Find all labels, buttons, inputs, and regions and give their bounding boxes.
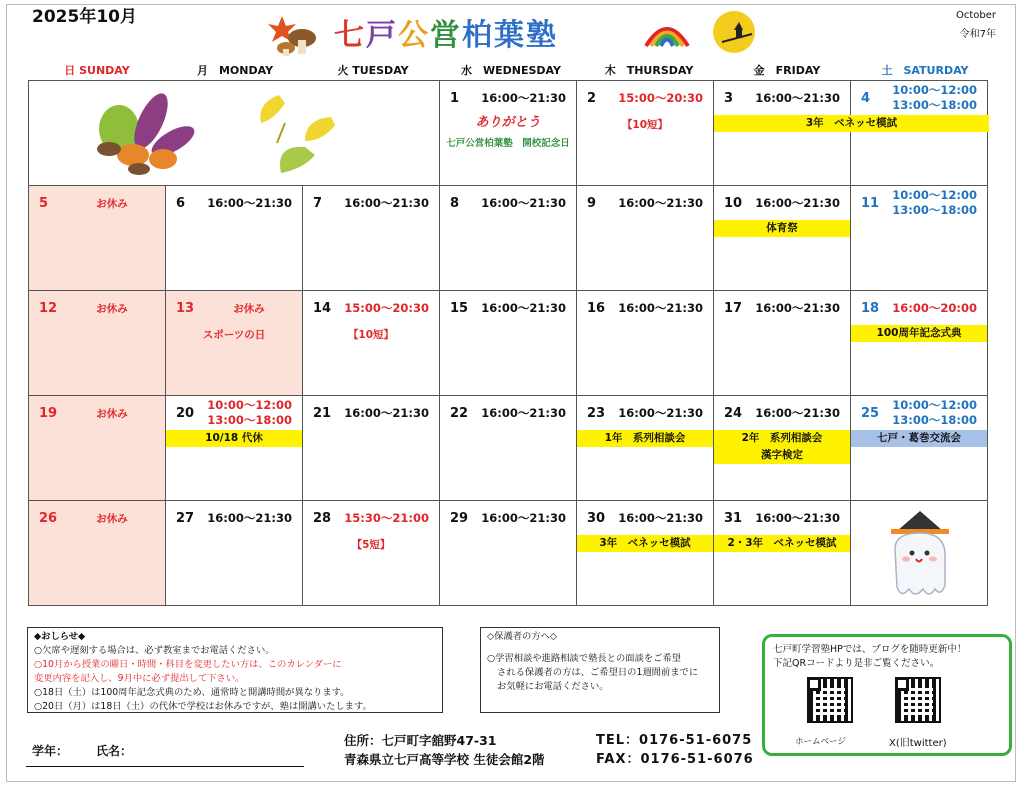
class-time: 16:00～21:30	[755, 91, 840, 105]
day-cell-19[interactable]	[29, 396, 166, 501]
event-band: 2・3年 ベネッセ模試	[714, 535, 850, 552]
day-number: 19	[39, 406, 58, 421]
class-time: 16:00～21:30	[481, 406, 566, 420]
name-underline	[26, 766, 304, 767]
day-cell-14[interactable]	[303, 291, 440, 396]
day-number: 30	[587, 511, 606, 526]
guardian-line: お気軽にお電話ください。	[497, 681, 609, 692]
day-cell-25[interactable]	[851, 396, 988, 501]
day-number: 13	[176, 301, 195, 316]
day-cell-17[interactable]	[714, 291, 851, 396]
day-cell-7[interactable]	[303, 186, 440, 291]
address-block	[344, 731, 545, 769]
class-time: 16:00～21:30	[618, 301, 703, 315]
day-cell-5[interactable]	[29, 186, 166, 291]
address-line: 住所：七戸町字舘野47-31	[344, 733, 497, 748]
class-time-am: 10:00～12:00	[892, 398, 977, 412]
day-cell-8[interactable]	[440, 186, 577, 291]
day-cell-21[interactable]	[303, 396, 440, 501]
school-brand-title: 七戸公営柏葉塾	[334, 18, 558, 53]
day-cell-2[interactable]	[577, 81, 714, 186]
class-time-pm: 13:00～18:00	[892, 98, 977, 112]
day-number: 21	[313, 406, 332, 421]
event-band: 3年 ベネッセ模試	[577, 535, 713, 552]
day-number: 11	[861, 196, 880, 211]
holiday-name: スポーツの日	[202, 329, 266, 341]
day-number: 4	[861, 91, 871, 106]
anniversary-note: 七戸公営柏葉塾 開校記念日	[446, 138, 570, 149]
day-cell-9[interactable]	[577, 186, 714, 291]
hp-text	[773, 643, 966, 671]
class-time: 16:00～21:30	[344, 196, 429, 210]
day-number: 3	[724, 91, 734, 106]
qr-label-twitter: X(旧twitter)	[889, 738, 947, 749]
guardian-box	[480, 627, 720, 713]
class-time-am: 10:00～12:00	[892, 83, 977, 97]
day-number: 5	[39, 196, 49, 211]
day-number: 9	[587, 196, 597, 211]
fax-number: FAX：0176-51-6076	[596, 752, 754, 767]
day-cell-6[interactable]	[166, 186, 303, 291]
day-number: 2	[587, 91, 597, 106]
homepage-qr-code[interactable]	[807, 677, 853, 723]
day-number: 29	[450, 511, 469, 526]
weekday-tuesday: 火 TUESDAY	[337, 64, 409, 77]
day-cell-29[interactable]	[440, 501, 577, 606]
contact-block	[596, 731, 754, 769]
day-number: 15	[450, 301, 469, 316]
address-line: 青森県立七戸高等学校 生徒会館2階	[344, 752, 545, 767]
short-class-note: 【10短】	[621, 119, 669, 131]
class-time: 15:00～20:30	[618, 91, 703, 105]
day-cell-4[interactable]	[851, 81, 988, 186]
weekday-thursday: 木 THURSDAY	[604, 64, 694, 77]
week-row	[29, 186, 988, 291]
class-time-pm: 13:00～18:00	[892, 203, 977, 217]
day-number: 6	[176, 196, 186, 211]
class-time: 16:00～21:30	[618, 511, 703, 525]
day-cell-28[interactable]	[303, 501, 440, 606]
day-cell-13[interactable]	[166, 291, 303, 396]
notice-line: ○20日（月）は18日（土）の代休で学校はお休みですが、塾は開講いたします。	[34, 701, 372, 712]
tel-number[interactable]: TEL：0176-51-6075	[596, 733, 753, 748]
day-number: 31	[724, 511, 743, 526]
notice-line-highlight: ○10月から授業の曜日・時間・科目を変更したい方は、このカレンダーに	[34, 659, 342, 670]
era-year: 令和7年	[959, 29, 996, 40]
day-cell-27[interactable]	[166, 501, 303, 606]
weekday-wednesday: 水 WEDNESDAY	[461, 64, 561, 77]
grade-label: 学年：	[32, 744, 69, 758]
event-band-line: 2年 系列相談会	[741, 432, 823, 444]
month-title: 2025年10月	[32, 7, 137, 27]
autumn-leaves-mushroom-icon	[268, 12, 328, 56]
class-time: 16:00～21:30	[481, 91, 566, 105]
class-time: 16:00～20:00	[892, 301, 977, 315]
ghost-illustration-cell	[851, 501, 988, 606]
autumn-food-leaves-icon	[69, 85, 369, 185]
day-cell-10[interactable]	[714, 186, 851, 291]
guardian-line: ○学習相談や進路相談で塾長との面談をご希望	[487, 653, 682, 664]
short-class-note: 【10短】	[347, 329, 395, 341]
day-number: 12	[39, 301, 58, 316]
halloween-ghost-icon	[885, 509, 955, 601]
class-time-pm: 13:00～18:00	[892, 413, 977, 427]
day-number: 22	[450, 406, 469, 421]
arigatou-text: ありがとう	[475, 115, 541, 130]
class-time: 16:00～21:30	[481, 196, 566, 210]
class-time-am: 10:00～12:00	[207, 398, 292, 412]
hp-line: 下記QRコードより是非ご覧ください。	[773, 658, 940, 669]
closed-label: お休み	[96, 303, 128, 315]
day-number: 23	[587, 406, 606, 421]
event-band-line: 漢字検定	[761, 449, 803, 461]
english-month: October	[955, 10, 996, 21]
day-number: 18	[861, 301, 880, 316]
moon-witch-icon	[712, 8, 760, 56]
notice-box	[27, 627, 443, 713]
event-band: 七戸・葛巻交流会	[851, 430, 987, 447]
class-time: 16:00～21:30	[755, 406, 840, 420]
day-number: 10	[724, 196, 743, 211]
class-time: 16:00～21:30	[755, 511, 840, 525]
weekday-sunday: 日 SUNDAY	[64, 64, 130, 77]
closed-label: お休み	[233, 303, 265, 315]
day-cell-26[interactable]	[29, 501, 166, 606]
event-band: 1年 系列相談会	[577, 430, 713, 447]
day-cell-16[interactable]	[577, 291, 714, 396]
class-time: 16:00～21:30	[207, 511, 292, 525]
event-band: 3年 ベネッセ模試	[714, 115, 989, 132]
weekday-saturday: 土 SATURDAY	[881, 64, 969, 77]
day-number: 7	[313, 196, 323, 211]
class-time-am: 10:00～12:00	[892, 188, 977, 202]
day-cell-15[interactable]	[440, 291, 577, 396]
class-time: 15:00～20:30	[344, 301, 429, 315]
week-row	[29, 396, 988, 501]
day-number: 16	[587, 301, 606, 316]
hp-qr-box	[762, 634, 1012, 756]
day-number: 25	[861, 406, 880, 421]
day-cell-12[interactable]	[29, 291, 166, 396]
class-time: 16:00～21:30	[344, 406, 429, 420]
day-cell-1[interactable]	[440, 81, 577, 186]
class-time-pm: 13:00～18:00	[207, 413, 292, 427]
class-time: 16:00～21:30	[207, 196, 292, 210]
day-cell-11[interactable]	[851, 186, 988, 291]
short-class-note: 【5短】	[351, 539, 391, 551]
day-cell-18[interactable]	[851, 291, 988, 396]
day-number: 26	[39, 511, 58, 526]
day-cell-30[interactable]	[577, 501, 714, 606]
weekday-friday: 金 FRIDAY	[753, 64, 821, 77]
event-band: 10/18 代休	[166, 430, 302, 447]
day-number: 8	[450, 196, 460, 211]
class-time: 16:00～21:30	[755, 301, 840, 315]
class-time: 16:00～21:30	[755, 196, 840, 210]
name-label: 氏名：	[96, 744, 133, 758]
day-cell-24[interactable]	[714, 396, 851, 501]
weekday-monday: 月 MONDAY	[196, 64, 274, 77]
day-cell-31[interactable]	[714, 501, 851, 606]
day-number: 28	[313, 511, 332, 526]
notice-line-highlight: 変更内容を記入し、9月中に必ず提出して下さい。	[34, 673, 245, 684]
qr-label-homepage: ホームページ	[795, 737, 846, 747]
class-time: 15:30～21:00	[344, 511, 429, 525]
day-cell-3[interactable]	[714, 81, 898, 186]
header-date-info	[956, 6, 996, 44]
day-cell-22[interactable]	[440, 396, 577, 501]
twitter-qr-code[interactable]	[895, 677, 941, 723]
event-band: 体育祭	[714, 220, 850, 237]
day-number: 1	[450, 91, 460, 106]
week-row	[29, 501, 988, 606]
event-band	[714, 430, 850, 464]
calendar-grid	[28, 80, 988, 606]
class-time: 16:00～21:30	[618, 406, 703, 420]
rainbow-icon	[644, 14, 690, 48]
guardian-title: ◇保護者の方へ◇	[487, 631, 558, 642]
day-cell-20[interactable]	[166, 396, 303, 501]
notice-title: ◆おしらせ◆	[34, 631, 86, 642]
day-number: 14	[313, 301, 332, 316]
hp-line: 七戸町学習塾HPでは、ブログを随時更新中！	[773, 644, 967, 655]
autumn-illustration-cell	[29, 81, 440, 186]
class-time: 16:00～21:30	[618, 196, 703, 210]
class-time: 16:00～21:30	[481, 511, 566, 525]
day-number: 24	[724, 406, 743, 421]
class-time: 16:00～21:30	[481, 301, 566, 315]
closed-label: お休み	[96, 513, 128, 525]
day-number: 27	[176, 511, 195, 526]
day-number: 20	[176, 406, 195, 421]
week-row	[29, 291, 988, 396]
notice-line: ○欠席や遅刻する場合は、必ず教室までお電話ください。	[34, 645, 275, 656]
guardian-line: される保護者の方は、ご希望日の1週間前までに	[497, 667, 699, 678]
notice-line: ○18日（土）は100周年記念式典のため、通常時と開講時間が異なります。	[34, 687, 350, 698]
event-band: 100周年記念式典	[851, 325, 987, 342]
week-row	[29, 81, 988, 186]
day-cell-23[interactable]	[577, 396, 714, 501]
closed-label: お休み	[96, 408, 128, 420]
day-number: 17	[724, 301, 743, 316]
closed-label: お休み	[96, 198, 128, 210]
